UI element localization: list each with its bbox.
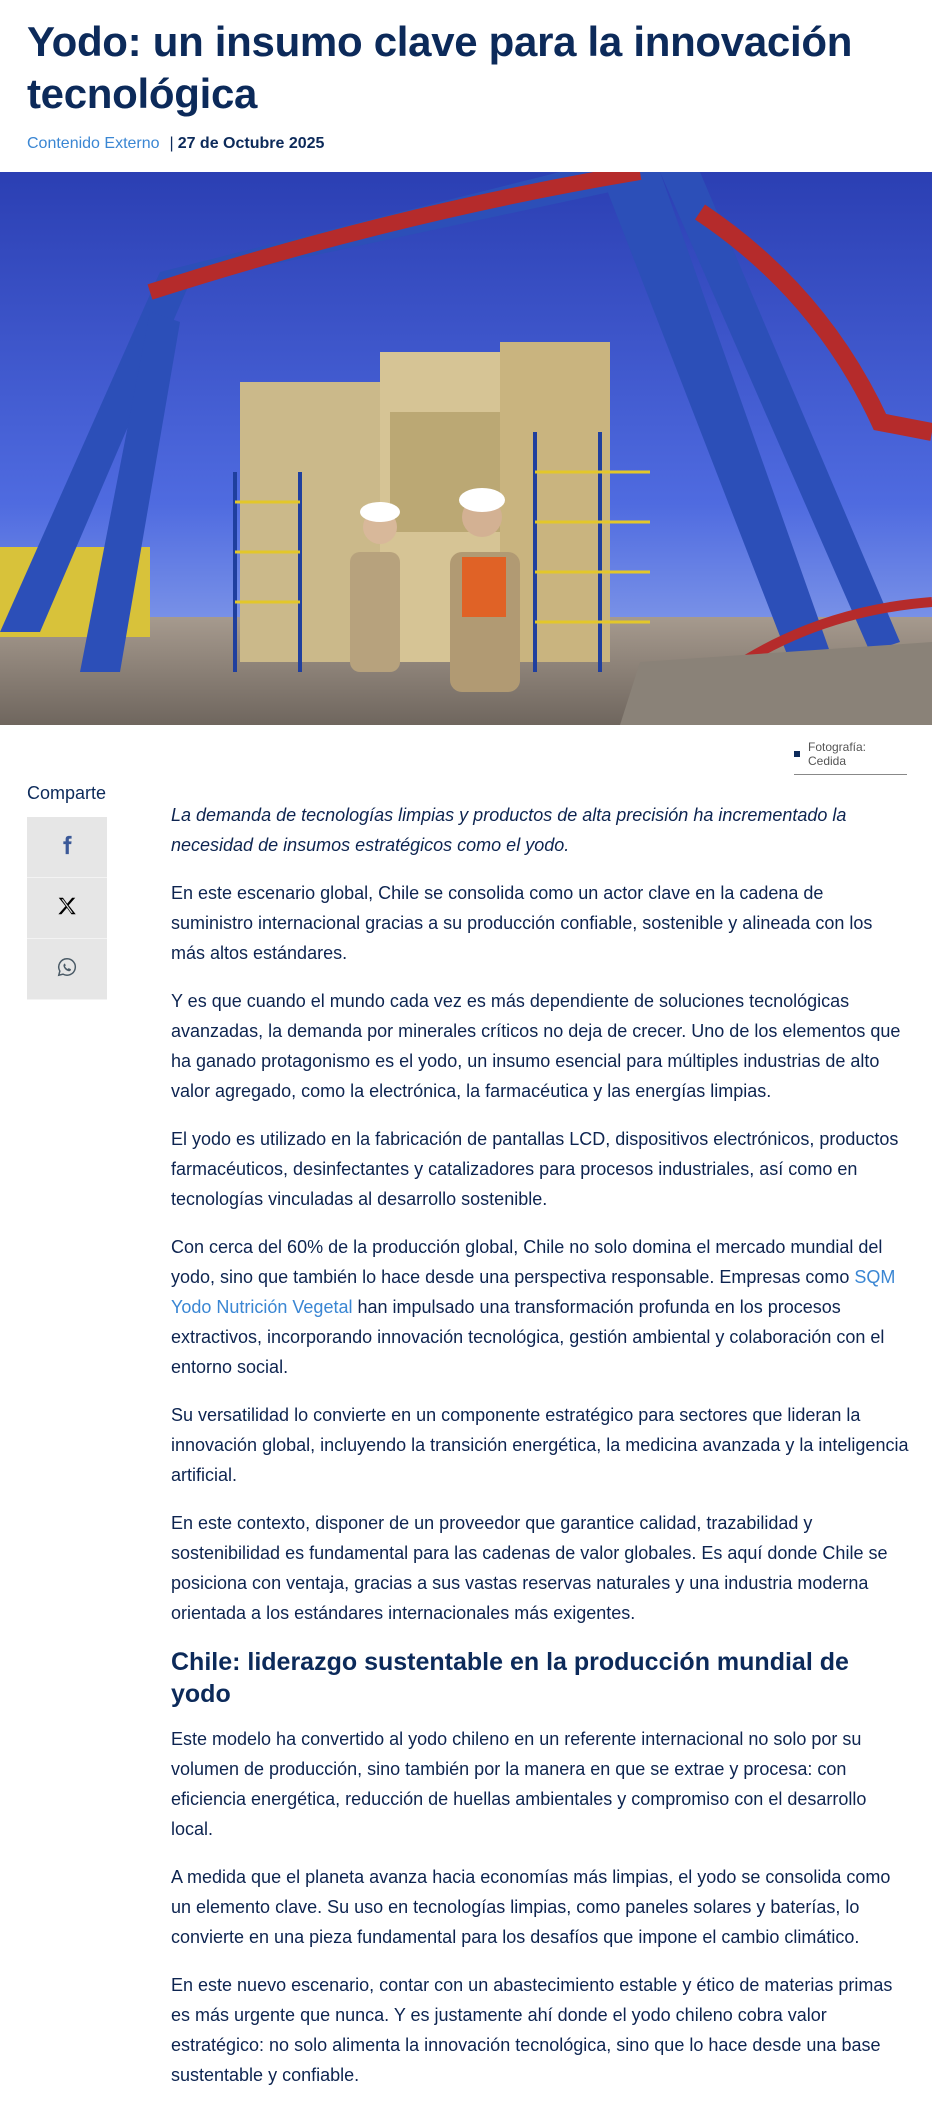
article-body	[171, 800, 909, 2108]
x-icon	[56, 895, 78, 922]
whatsapp-icon	[56, 956, 78, 983]
section-heading: Chile: liderazgo sustentable en la producción mundial de yodo	[171, 1648, 849, 1708]
article-header	[0, 0, 932, 154]
photo-caption	[794, 740, 907, 775]
paragraph: En este nuevo escenario, contar con un abastecimiento estable y ético de materias primas es más urgente que nunca. Y es justamente ahí donde el yodo chileno cobra valor estratégico: no solo alimenta la innovación tecnológica, sino que lo hace desde una base sustentable y confiable.	[171, 1975, 893, 2085]
share-label: Comparte	[27, 783, 107, 803]
paragraph: Y es que cuando el mundo cada vez es más dependiente de soluciones tecnológicas avanzadas, la demanda por minerales críticos no deja de crecer. Uno de los elementos que ha ganado protagonismo es el yodo, un insumo esencial para múltiples industrias de alto valor agregado, como la electrónica, la farmacéutica y las energías limpias.	[171, 991, 901, 1101]
article-meta	[27, 134, 905, 154]
paragraph-text: Con cerca del 60% de la producción global, Chile no solo domina el mercado mundial del yodo, sino que también lo hace desde una perspectiva responsable. Empresas como	[171, 1237, 883, 1287]
paragraph: Este modelo ha convertido al yodo chileno en un referente internacional no solo por su volumen de producción, sino también por la manera en que se extrae y procesa: con eficiencia energética, reducción de huellas ambientales y compromiso con el desarrollo local.	[171, 1729, 867, 1839]
caption-bullet	[794, 751, 800, 757]
photo-credit: Fotografía: Cedida	[807, 740, 867, 768]
paragraph: En este contexto, disponer de un proveedor que garantice calidad, trazabilidad y sostenibilidad es fundamental para las cadenas de valor globales. Es aquí donde Chile se posiciona con ventaja, gracias a sus vastas reservas naturales y una industria moderna orientada a los estándares internacionales más exigentes.	[171, 1513, 888, 1623]
paragraph: A medida que el planeta avanza hacia economías más limpias, el yodo se consolida como un elemento clave. Su uso en tecnologías limpias, como paneles solares y baterías, lo convierte en una pieza fundamental para los desafíos que impone el cambio climático.	[171, 1867, 891, 1947]
paragraph-text: han impulsado una transformación profunda en los procesos extractivos, incorporando innovación tecnológica, gestión ambiental y colaboración con el entorno social.	[171, 1297, 885, 1377]
sqm-link[interactable]: SQM Yodo Nutrición Vegetal	[171, 1267, 896, 1317]
share-x-button[interactable]	[27, 878, 107, 939]
publish-date: 27 de Octubre 2025	[177, 135, 325, 152]
facebook-icon	[56, 834, 78, 861]
paragraph: Su versatilidad lo convierte en un componente estratégico para sectores que lideran la innovación global, incluyendo la transición energética, la medicina avanzada y la inteligencia artificial.	[171, 1405, 909, 1485]
paragraph: En este escenario global, Chile se consolida como un actor clave en la cadena de suministro internacional gracias a su producción confiable, sostenible y alineada con los más altos estándares.	[171, 883, 873, 963]
share-facebook-button[interactable]	[27, 817, 107, 878]
meta-separator: |	[169, 135, 174, 152]
source-link[interactable]: Contenido Externo	[27, 135, 160, 152]
article-lead: La demanda de tecnologías limpias y productos de alta precisión ha incrementado la necesidad de insumos estratégicos como el yodo.	[171, 805, 847, 855]
share-whatsapp-button[interactable]	[27, 939, 107, 1000]
paragraph	[171, 1232, 909, 1382]
article-title: Yodo: un insumo clave para la innovación tecnológica	[27, 18, 853, 117]
hero-photo	[0, 172, 932, 725]
share-panel	[27, 783, 107, 1000]
paragraph: El yodo es utilizado en la fabricación de pantallas LCD, dispositivos electrónicos, productos farmacéuticos, desinfectantes y catalizadores para procesos industriales, así como en tecnologías vinculadas al desarrollo sostenible.	[171, 1129, 899, 1209]
